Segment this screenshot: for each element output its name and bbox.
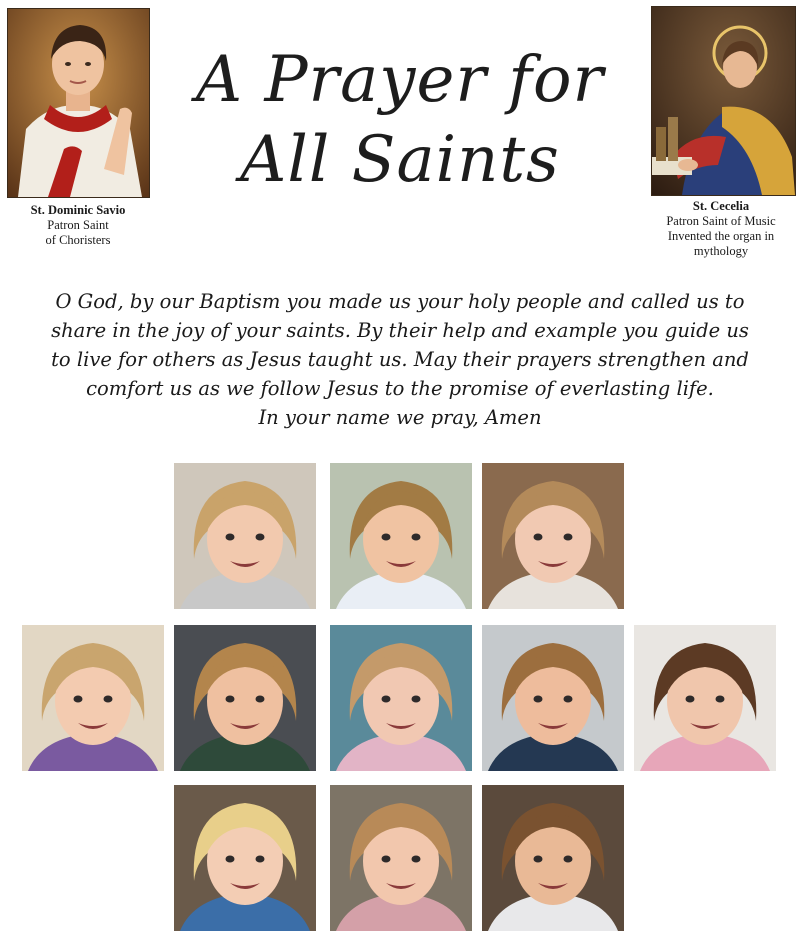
saint-name: St. Cecelia xyxy=(692,199,750,213)
saint-patronage-line: Invented the organ in xyxy=(667,229,775,243)
saint-patronage-line: Patron Saint of Music xyxy=(666,214,776,228)
prayer-line: share in the joy of your saints. By their help and example you guide us xyxy=(51,319,749,342)
child-photo-5 xyxy=(174,625,316,771)
child-photo-6 xyxy=(330,625,472,771)
child-photo-1 xyxy=(174,463,316,609)
prayer-line: O God, by our Baptism you made us your holy people and called us to xyxy=(55,290,745,313)
child-photo-9 xyxy=(174,785,316,931)
child-photo-4 xyxy=(22,625,164,771)
child-photo-8 xyxy=(634,625,776,771)
saint-patronage-line: Patron Saint xyxy=(47,218,109,232)
child-photo-10 xyxy=(330,785,472,931)
prayer-line: comfort us as we follow Jesus to the promise of everlasting life. xyxy=(86,377,714,400)
title-line: A Prayer for xyxy=(195,43,605,117)
prayer-line: In your name we pray, Amen xyxy=(258,406,542,429)
child-photo-11 xyxy=(482,785,624,931)
prayer-text xyxy=(0,287,800,432)
saint-dominic-savio-caption xyxy=(0,203,156,248)
saint-dominic-savio-portrait xyxy=(7,8,150,198)
saint-patronage-line: of Choristers xyxy=(45,233,111,247)
page-title xyxy=(160,40,640,200)
child-photo-7 xyxy=(482,625,624,771)
prayer-line: to live for others as Jesus taught us. May their prayers strengthen and xyxy=(51,348,749,371)
child-photo-2 xyxy=(330,463,472,609)
saint-patronage-line: mythology xyxy=(693,244,749,258)
child-photo-3 xyxy=(482,463,624,609)
title-line: All Saints xyxy=(240,123,560,197)
saint-cecelia-portrait xyxy=(651,6,796,196)
saint-cecelia-caption xyxy=(636,199,800,259)
saint-name: St. Dominic Savio xyxy=(30,203,126,217)
